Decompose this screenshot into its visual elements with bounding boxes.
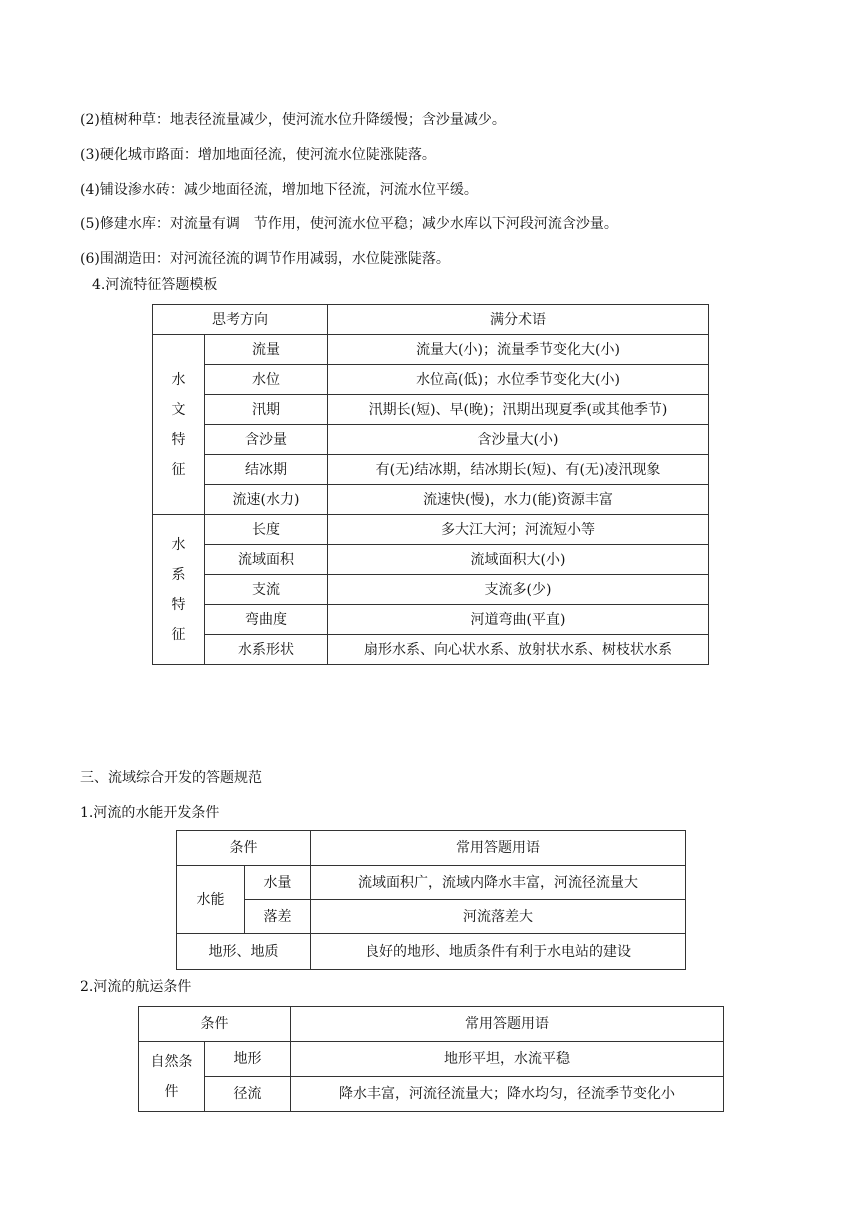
navigation-conditions-table bbox=[138, 1006, 724, 1112]
group-label: 水 系 特 征 bbox=[153, 515, 205, 665]
table-cell: 流速快(慢)，水力(能)资源丰富 bbox=[328, 485, 709, 515]
table-cell: 流域面积大(小) bbox=[328, 545, 709, 575]
table-cell: 流量大(小)；流量季节变化大(小) bbox=[328, 335, 709, 365]
table-cell: 水量 bbox=[245, 866, 311, 900]
table-cell: 河流落差大 bbox=[311, 900, 686, 934]
table-cell: 含沙量 bbox=[205, 425, 328, 455]
table-cell: 流域面积 bbox=[205, 545, 328, 575]
table-header-cell: 条件 bbox=[139, 1007, 291, 1042]
table-cell: 落差 bbox=[245, 900, 311, 934]
paragraph: (3)硬化城市路面：增加地面径流，使河流水位陡涨陡落。 bbox=[80, 147, 436, 163]
hydropower-conditions-table bbox=[176, 830, 686, 970]
table-cell: 结冰期 bbox=[205, 455, 328, 485]
table-cell: 多大江大河；河流短小等 bbox=[328, 515, 709, 545]
group-label: 水能 bbox=[177, 866, 245, 934]
table-cell: 地形平坦，水流平稳 bbox=[291, 1042, 724, 1077]
table-cell: 流速(水力) bbox=[205, 485, 328, 515]
paragraph: (2)植树种草：地表径流量减少，使河流水位升降缓慢；含沙量减少。 bbox=[80, 112, 506, 128]
table-cell: 水位 bbox=[205, 365, 328, 395]
table-header-cell: 条件 bbox=[177, 831, 311, 866]
table-cell: 汛期 bbox=[205, 395, 328, 425]
group-label: 水 文 特 征 bbox=[153, 335, 205, 515]
table-cell: 河道弯曲(平直) bbox=[328, 605, 709, 635]
section-title: 4.河流特征答题模板 bbox=[92, 277, 218, 293]
table-header-cell: 常用答题用语 bbox=[291, 1007, 724, 1042]
table-cell: 降水丰富，河流径流量大；降水均匀，径流季节变化小 bbox=[291, 1077, 724, 1112]
table-cell: 扇形水系、向心状水系、放射状水系、树枝状水系 bbox=[328, 635, 709, 665]
paragraph: (6)围湖造田：对河流径流的调节作用减弱，水位陡涨陡落。 bbox=[80, 251, 450, 267]
section-heading: 三、流域综合开发的答题规范 bbox=[80, 770, 262, 786]
table-cell: 支流 bbox=[205, 575, 328, 605]
group-label: 自然条 件 bbox=[139, 1042, 205, 1112]
table-cell: 汛期长(短)、早(晚)；汛期出现夏季(或其他季节) bbox=[328, 395, 709, 425]
table-cell: 有(无)结冰期，结冰期长(短)、有(无)凌汛现象 bbox=[328, 455, 709, 485]
paragraph: (4)铺设渗水砖：减少地面径流，增加地下径流，河流水位平缓。 bbox=[80, 182, 478, 198]
table-cell: 地形、地质 bbox=[177, 934, 311, 970]
table-cell: 流域面积广，流域内降水丰富，河流径流量大 bbox=[311, 866, 686, 900]
table-cell: 良好的地形、地质条件有利于水电站的建设 bbox=[311, 934, 686, 970]
subsection-title: 1.河流的水能开发条件 bbox=[80, 805, 220, 821]
table-cell: 弯曲度 bbox=[205, 605, 328, 635]
table-header-cell: 思考方向 bbox=[153, 305, 328, 335]
river-features-table bbox=[152, 304, 709, 665]
table-header-cell: 满分术语 bbox=[328, 305, 709, 335]
table-cell: 地形 bbox=[205, 1042, 291, 1077]
paragraph: (5)修建水库：对流量有调 节作用，使河流水位平稳；减少水库以下河段河流含沙量。 bbox=[80, 216, 618, 232]
table-cell: 径流 bbox=[205, 1077, 291, 1112]
subsection-title: 2.河流的航运条件 bbox=[80, 979, 192, 995]
table-cell: 长度 bbox=[205, 515, 328, 545]
table-cell: 含沙量大(小) bbox=[328, 425, 709, 455]
table-cell: 水位高(低)；水位季节变化大(小) bbox=[328, 365, 709, 395]
table-cell: 水系形状 bbox=[205, 635, 328, 665]
table-header-cell: 常用答题用语 bbox=[311, 831, 686, 866]
table-cell: 流量 bbox=[205, 335, 328, 365]
table-cell: 支流多(少) bbox=[328, 575, 709, 605]
